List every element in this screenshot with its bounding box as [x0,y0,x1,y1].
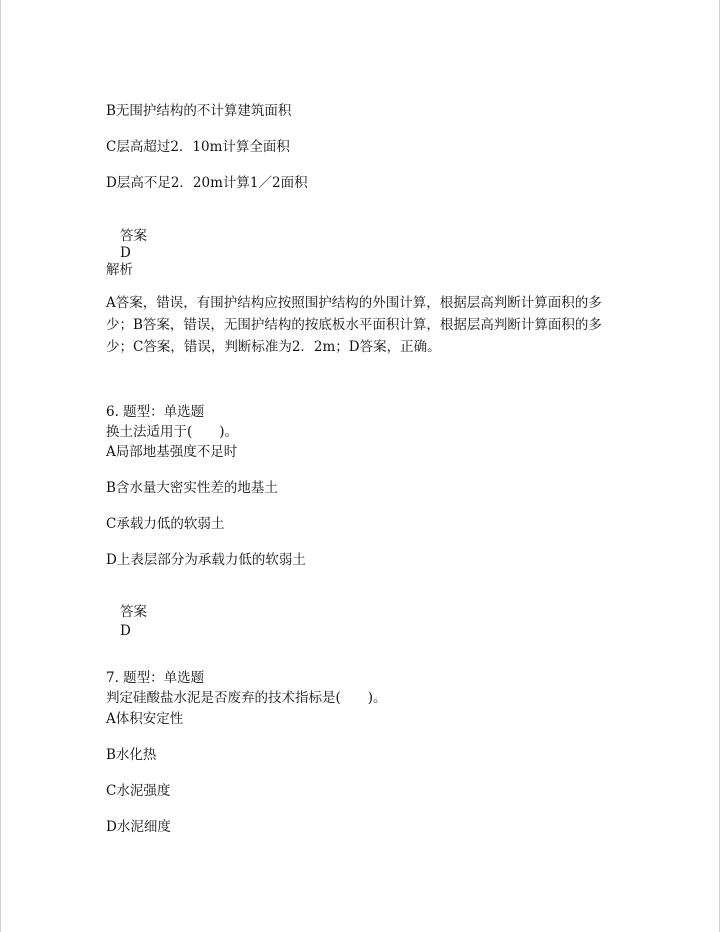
q7-option-b: B水化热 [106,747,157,763]
q6-header: 6. 题型：单选题 [106,404,205,420]
q6-stem: 换土法适用于( )。 [106,424,239,440]
q7-option-a: A体积安定性 [106,711,184,727]
q5-analysis-label: 解析 [106,262,133,278]
q6-option-c: C承载力低的软弱土 [106,516,225,532]
q6-option-b: B含水量大密实性差的地基土 [106,480,278,496]
q6-answer-value: D [120,623,131,639]
q5-option-c: C层高超过2．10m计算全面积 [106,139,290,155]
q6-answer-label: 答案 [120,604,147,620]
q7-stem: 判定硅酸盐水泥是否废弃的技术指标是( )。 [106,690,387,706]
q6-option-a: A局部地基强度不足时 [106,444,238,460]
q5-answer-value: D [120,245,131,261]
q6-option-d: D上表层部分为承载力低的软弱土 [106,552,306,568]
q5-answer-label: 答案 [120,228,147,244]
q5-analysis-text: A答案，错误，有围护结构应按照围护结构的外围计算，根据层高判断计算面积的多少；B答案，错误，无围护结构的按底板水平面积计算，根据层高判断计算面积的多少；C答案，错误，判断标准为2．2m；D答案，正确。 [106,295,602,355]
q7-header: 7. 题型：单选题 [106,670,205,686]
q7-option-d: D水泥细度 [106,819,171,835]
q7-option-c: C水泥强度 [106,783,171,799]
q5-option-b: B无围护结构的不计算建筑面积 [106,103,292,119]
q5-option-d: D层高不足2．20m计算1／2面积 [106,175,308,191]
